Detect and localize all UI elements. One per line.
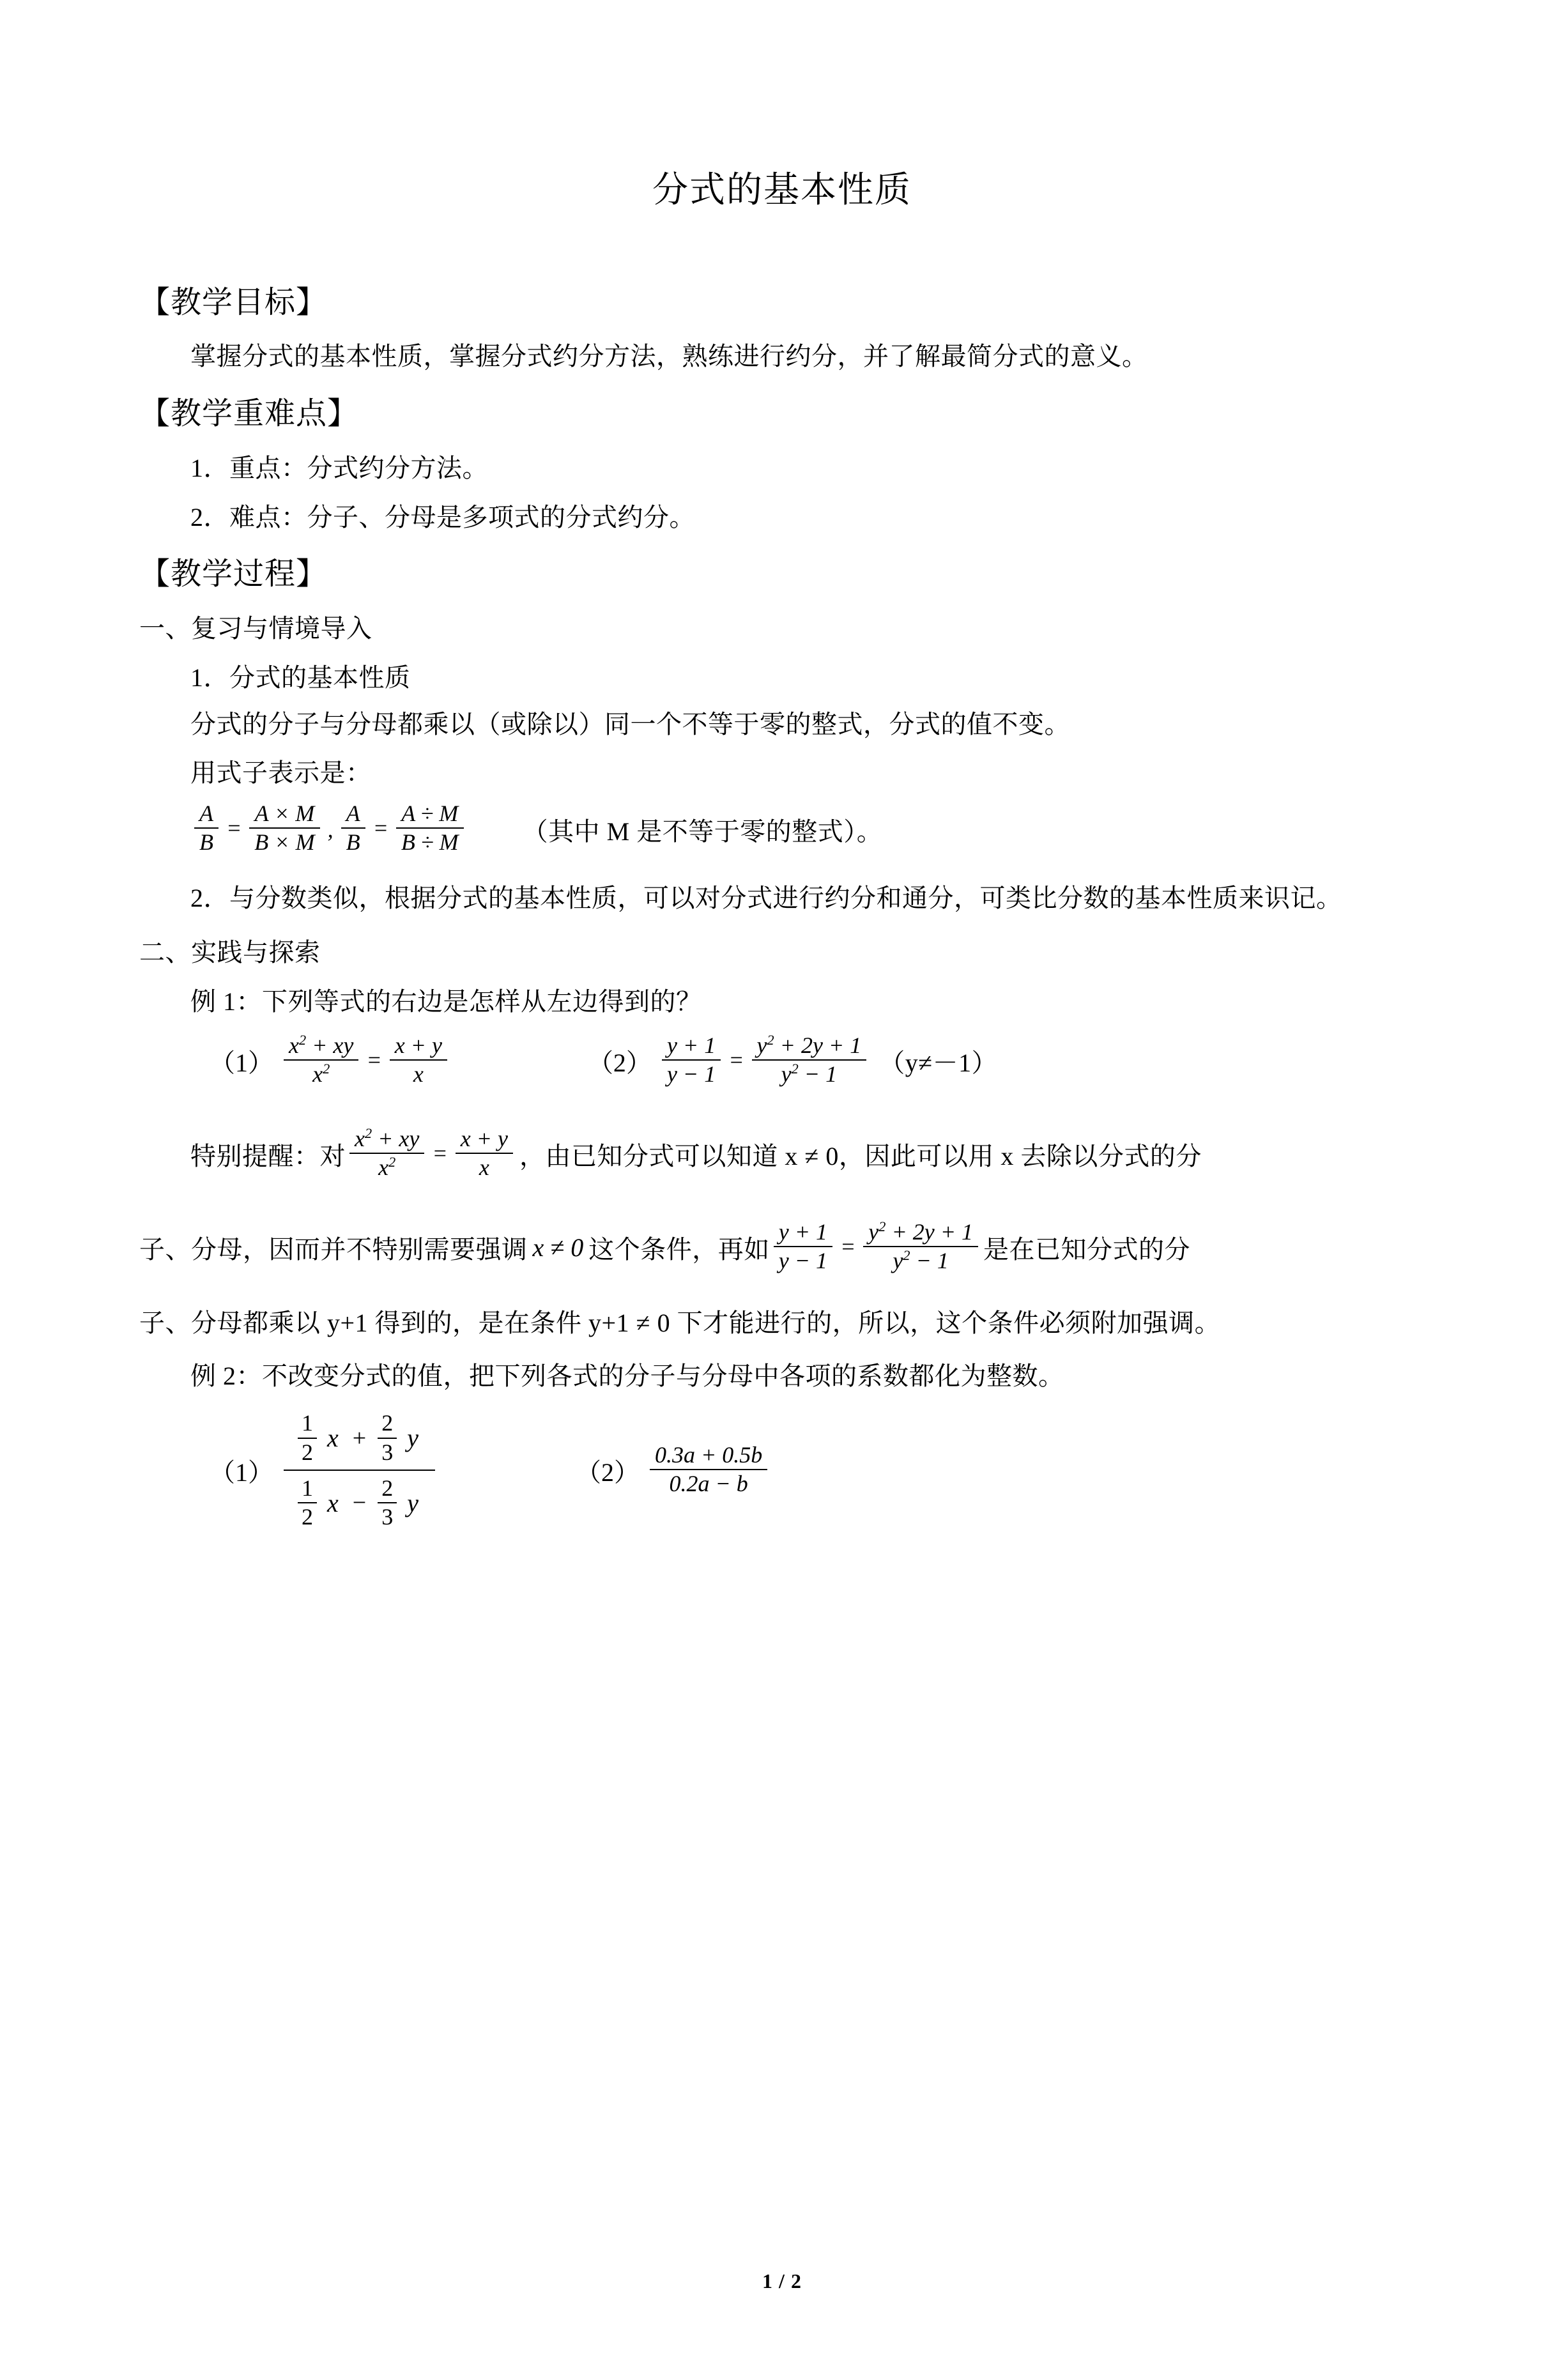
fraction-two-thirds: $\frac{2}{3}$ xyxy=(378,1411,397,1465)
denominator: x xyxy=(456,1153,513,1180)
fraction-x2-plus-xy-over-x2 xyxy=(349,1126,424,1180)
numerator: y + 1 xyxy=(778,1218,827,1245)
fraction-x-plus-y-over-x xyxy=(390,1033,447,1087)
property-item-title: 1．分式的基本性质 xyxy=(190,663,411,692)
variable-y: y xyxy=(407,1488,418,1517)
denominator: $x^2$ xyxy=(284,1059,358,1087)
fraction-one-half: $\frac{1}{2}$ xyxy=(298,1476,317,1530)
numerator: $x^2$ + xy xyxy=(355,1125,420,1151)
numerator: 0.3a + 0.5b xyxy=(654,1441,763,1468)
comma-separator: , xyxy=(327,817,334,843)
denominator: $y^2 - 1$ xyxy=(752,1059,867,1087)
fraction-y2-2y-1-over-y2-minus-1 xyxy=(863,1220,978,1273)
remark-line-one xyxy=(139,1116,1425,1193)
remark-line-two xyxy=(139,1209,1425,1286)
equals-sign: = xyxy=(372,815,388,841)
denominator: x xyxy=(390,1059,447,1087)
numerator: x + y xyxy=(394,1032,442,1058)
example-item-label: （2） xyxy=(575,1458,640,1487)
complex-fraction-example-2-1 xyxy=(284,1411,435,1530)
example-two-title: 例 2：不改变分式的值，把下列各式的分子与分母中各项的系数都化为整数。 xyxy=(190,1361,1064,1390)
variable-x: x xyxy=(327,1488,339,1517)
heading-key-difficult-points: 【教学重难点】 xyxy=(139,397,359,431)
fraction-adivm-over-bdivm: $\frac{A \div M}{B \div M}$ xyxy=(396,801,464,855)
inline-condition-x: x ≠ 0 xyxy=(532,1233,584,1263)
numerator: y + 1 xyxy=(666,1032,716,1058)
equals-sign: = xyxy=(226,815,242,841)
basic-property-formula xyxy=(139,794,1425,864)
example-item-label: （1） xyxy=(210,1048,273,1078)
fraction-x2-plus-xy-over-x2 xyxy=(284,1033,358,1087)
property-item-two: 2．与分数类似，根据分式的基本性质，可以对分式进行约分和通分，可类比分数的基本性质来识记。 xyxy=(190,884,1342,913)
variable-y: y xyxy=(407,1424,418,1453)
denominator xyxy=(284,1470,435,1530)
fraction-one-half: $\frac{1}{2}$ xyxy=(298,1411,317,1465)
numerator: $y^2 + 2y + 1$ xyxy=(868,1218,974,1245)
plus-sign: + xyxy=(352,1424,367,1452)
page-number-footer: 1 / 2 xyxy=(762,2269,802,2292)
fraction-a-over-b: $\frac{A}{B}$ xyxy=(341,801,365,855)
example-item-label: （2） xyxy=(587,1048,652,1078)
formula-lead-in: 用式子表示是： xyxy=(190,758,372,788)
denominator: y − 1 xyxy=(662,1059,721,1087)
fraction-two-thirds: $\frac{2}{3}$ xyxy=(378,1476,397,1530)
equals-sign: = xyxy=(366,1047,382,1073)
remark-text-three: 这个条件，再如 xyxy=(588,1235,770,1264)
fraction-x-plus-y-over-x xyxy=(456,1126,513,1180)
fraction-a-over-b: $\frac{A}{B}$ xyxy=(194,801,218,855)
denominator: 0.2a − b xyxy=(650,1469,767,1496)
property-statement: 分式的分子与分母都乘以（或除以）同一个不等于零的整式，分式的值不变。 xyxy=(190,709,1070,739)
remark-tail-text-one: ，由已知分式可以知道 x ≠ 0，因此可以用 x 去除以分式的分 xyxy=(519,1142,1202,1171)
equals-sign: = xyxy=(728,1047,744,1073)
remark-text-four: 是在已知分式的分 xyxy=(983,1235,1191,1264)
fraction-y-plus-1-over-y-minus-1 xyxy=(662,1033,721,1087)
remark-text-two: 子、分母，因而并不特别需要强调 xyxy=(139,1235,528,1264)
equals-sign: = xyxy=(840,1233,856,1259)
fraction-y-plus-1-over-y-minus-1 xyxy=(774,1220,832,1273)
numerator: $x^2$ + xy xyxy=(289,1031,354,1058)
example-one-equations xyxy=(139,1023,1425,1100)
process-part-two-title: 二、实践与探索 xyxy=(139,938,321,967)
fraction-am-over-bm: $\frac{A \times M}{B \times M}$ xyxy=(249,801,319,855)
denominator: $y^2 - 1$ xyxy=(863,1246,978,1273)
example-condition: （y≠－1） xyxy=(879,1048,998,1078)
numerator: $y^2 + 2y + 1$ xyxy=(756,1031,862,1058)
document-page xyxy=(0,167,1564,2380)
example-item-label: （1） xyxy=(210,1458,273,1487)
formula-condition-note: （其中 M 是不等于零的整式）。 xyxy=(522,817,883,846)
objectives-body: 掌握分式的基本性质，掌握分式约分方法，熟练进行约分，并了解最简分式的意义。 xyxy=(190,342,1148,371)
heading-teaching-objectives: 【教学目标】 xyxy=(139,285,328,319)
numerator xyxy=(284,1411,435,1469)
process-part-one-title: 一、复习与情境导入 xyxy=(139,613,372,643)
page-title: 分式的基本性质 xyxy=(652,171,912,210)
minus-sign: − xyxy=(352,1489,367,1517)
key-point-item: 2．难点：分子、分母是多项式的分式约分。 xyxy=(190,502,695,532)
variable-x: x xyxy=(327,1424,339,1453)
example-one-title: 例 1：下列等式的右边是怎样从左边得到的？ xyxy=(190,987,702,1016)
fraction-decimal-example-2-2 xyxy=(650,1443,767,1496)
denominator: y − 1 xyxy=(774,1246,832,1273)
heading-teaching-process: 【教学过程】 xyxy=(139,557,328,592)
fraction-y2-2y-1-over-y2-minus-1 xyxy=(752,1033,867,1087)
numerator: x + y xyxy=(460,1125,508,1151)
example-two-equations xyxy=(139,1411,1425,1530)
equals-sign: = xyxy=(432,1140,448,1166)
denominator: $x^2$ xyxy=(349,1153,424,1180)
remark-line-three: 子、分母都乘以 y+1 得到的，是在条件 y+1 ≠ 0 下才能进行的，所以，这个条件必须附加强调。 xyxy=(139,1308,1221,1337)
key-point-item: 1．重点：分式约分方法。 xyxy=(190,453,488,482)
remark-lead-text: 特别提醒：对 xyxy=(190,1142,346,1171)
